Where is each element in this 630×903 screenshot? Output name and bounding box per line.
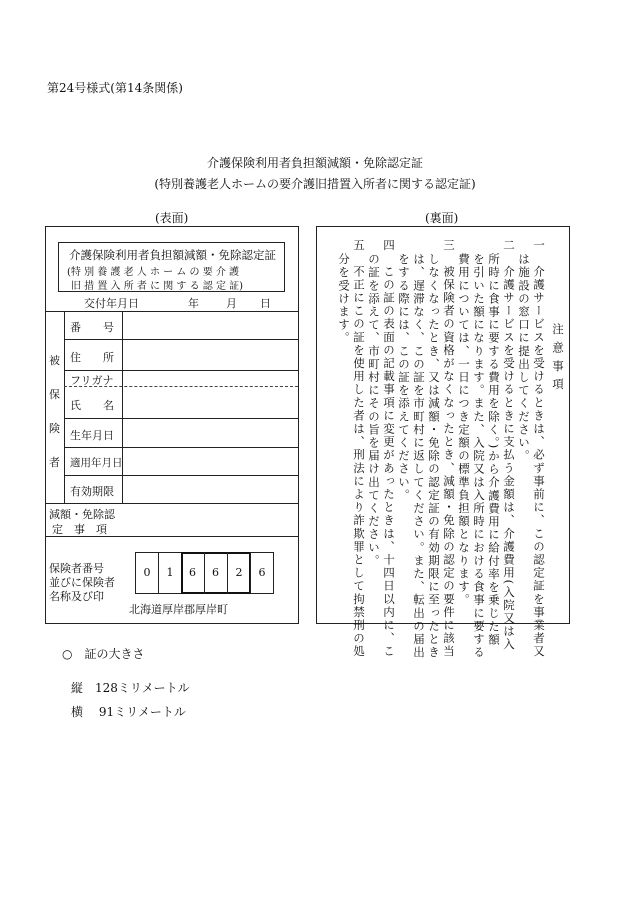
notice-col-3: 二 介護サービスを受けるときに支払う金額は、介護費用(入院又は入: [502, 239, 516, 652]
document-subtitle: (特別養護老人ホームの要介護旧措置入所者に関する認定証): [154, 177, 476, 191]
notice-col-9: は、遅滞なく、この証を市町村に返してください。また、転出の届出: [412, 253, 426, 660]
insurer-digit-1: 0: [135, 552, 159, 594]
notice-heading: 注 意 事 項: [551, 323, 565, 392]
insurer-label-2: 並びに保険者: [49, 576, 115, 589]
insurer-digit-4: 6: [204, 552, 228, 594]
insurer-name: 北海道厚岸郡厚岸町: [129, 603, 228, 616]
applicable-date-label: 適用年月日: [70, 457, 123, 469]
notice-col-11: 四 この証の表面の記載事項に変更があったときは、十四日以内に、こ: [382, 239, 396, 659]
back-card: [316, 226, 570, 660]
issue-date-label: 交付年月日: [84, 297, 139, 310]
insurer-number-grid: [135, 552, 273, 594]
notice-col-6: 費用については、一日につき定額の標準負担額となります。: [457, 253, 471, 607]
document-title: 介護保険利用者負担額減額・免除認定証: [206, 156, 423, 170]
issue-month-label: 月: [226, 297, 237, 310]
width-label: 横 91ミリメートル: [71, 705, 186, 719]
size-heading: ○ 証の大きさ: [62, 647, 145, 661]
form-number: 第24号様式(第14条関係): [47, 81, 183, 95]
card-title: 介護保険利用者負担額減額・免除認定証: [69, 248, 276, 262]
notice-col-12: の証を添えて、市町村にその旨を届け出てください。: [367, 253, 381, 568]
back-label: (裏面): [425, 211, 459, 225]
notice-col-1: 一 介護サービスを受けるときは、必ず事前に、この認定証を事業者又: [532, 239, 546, 659]
card-subtitle-1: (特 別 養 護 老 人 ホ ー ム の 要 介 護: [67, 267, 240, 278]
notice-col-7: 三 被保険者の資格がなくなったとき、減額・免除の認定の要件に該当: [442, 239, 456, 659]
notice-col-5: を引いた額になります。また、入院又は入所時における食事に要する: [472, 253, 486, 660]
front-label: (表面): [155, 211, 189, 225]
notice-col-14: 分を受けます。: [337, 253, 351, 345]
insured-char-4: 者: [49, 456, 60, 469]
reduction-label-1: 減額・免除認: [49, 508, 115, 521]
number-label: 番 号: [70, 321, 114, 334]
insurer-digit-5: 2: [235, 566, 243, 579]
insured-char-1: 被: [49, 354, 60, 367]
issue-year-label: 年: [188, 297, 199, 310]
insured-char-2: 保: [49, 388, 60, 401]
furigana-label: フリガナ: [70, 374, 114, 387]
card-subtitle-2: 旧 措 置 入 所 者 に 関 す る 認 定 証): [71, 281, 244, 292]
height-label: 縦 128ミリメートル: [71, 681, 190, 695]
insurer-digit-2: 1: [158, 552, 182, 594]
notice-col-10: をする際には、この証を添えてください。: [397, 253, 411, 502]
front-card: [45, 226, 299, 624]
insurer-label-3: 名称及び印: [49, 590, 104, 603]
card-title-box: [58, 242, 285, 292]
valid-period-label: 有効期限: [70, 485, 114, 498]
address-label: 住 所: [70, 351, 114, 364]
insured-char-3: 険: [49, 422, 60, 435]
notice-col-8: しなくなったとき、又は減額・免除の認定証の有効期限に至ったとき: [427, 253, 441, 660]
name-label: 氏 名: [70, 399, 114, 412]
insurer-digit-6: 6: [250, 552, 274, 594]
insurer-label-1: 保険者番号: [49, 562, 104, 575]
issue-day-label: 日: [260, 297, 271, 310]
notice-col-2: は施設の窓口に提出してください。: [517, 253, 531, 463]
notice-col-13: 五 不正にこの証を使用した者は、刑法により詐欺罪として拘禁刑の処: [352, 239, 366, 659]
birthdate-label: 生年月日: [70, 429, 114, 442]
insurer-digit-3: 6: [181, 552, 205, 594]
notice-col-4: 所時に食事に要する費用を除く。)から介護費用に給付率を乗じた額: [487, 253, 501, 647]
reduction-label-2: 定 事 項: [52, 523, 107, 536]
